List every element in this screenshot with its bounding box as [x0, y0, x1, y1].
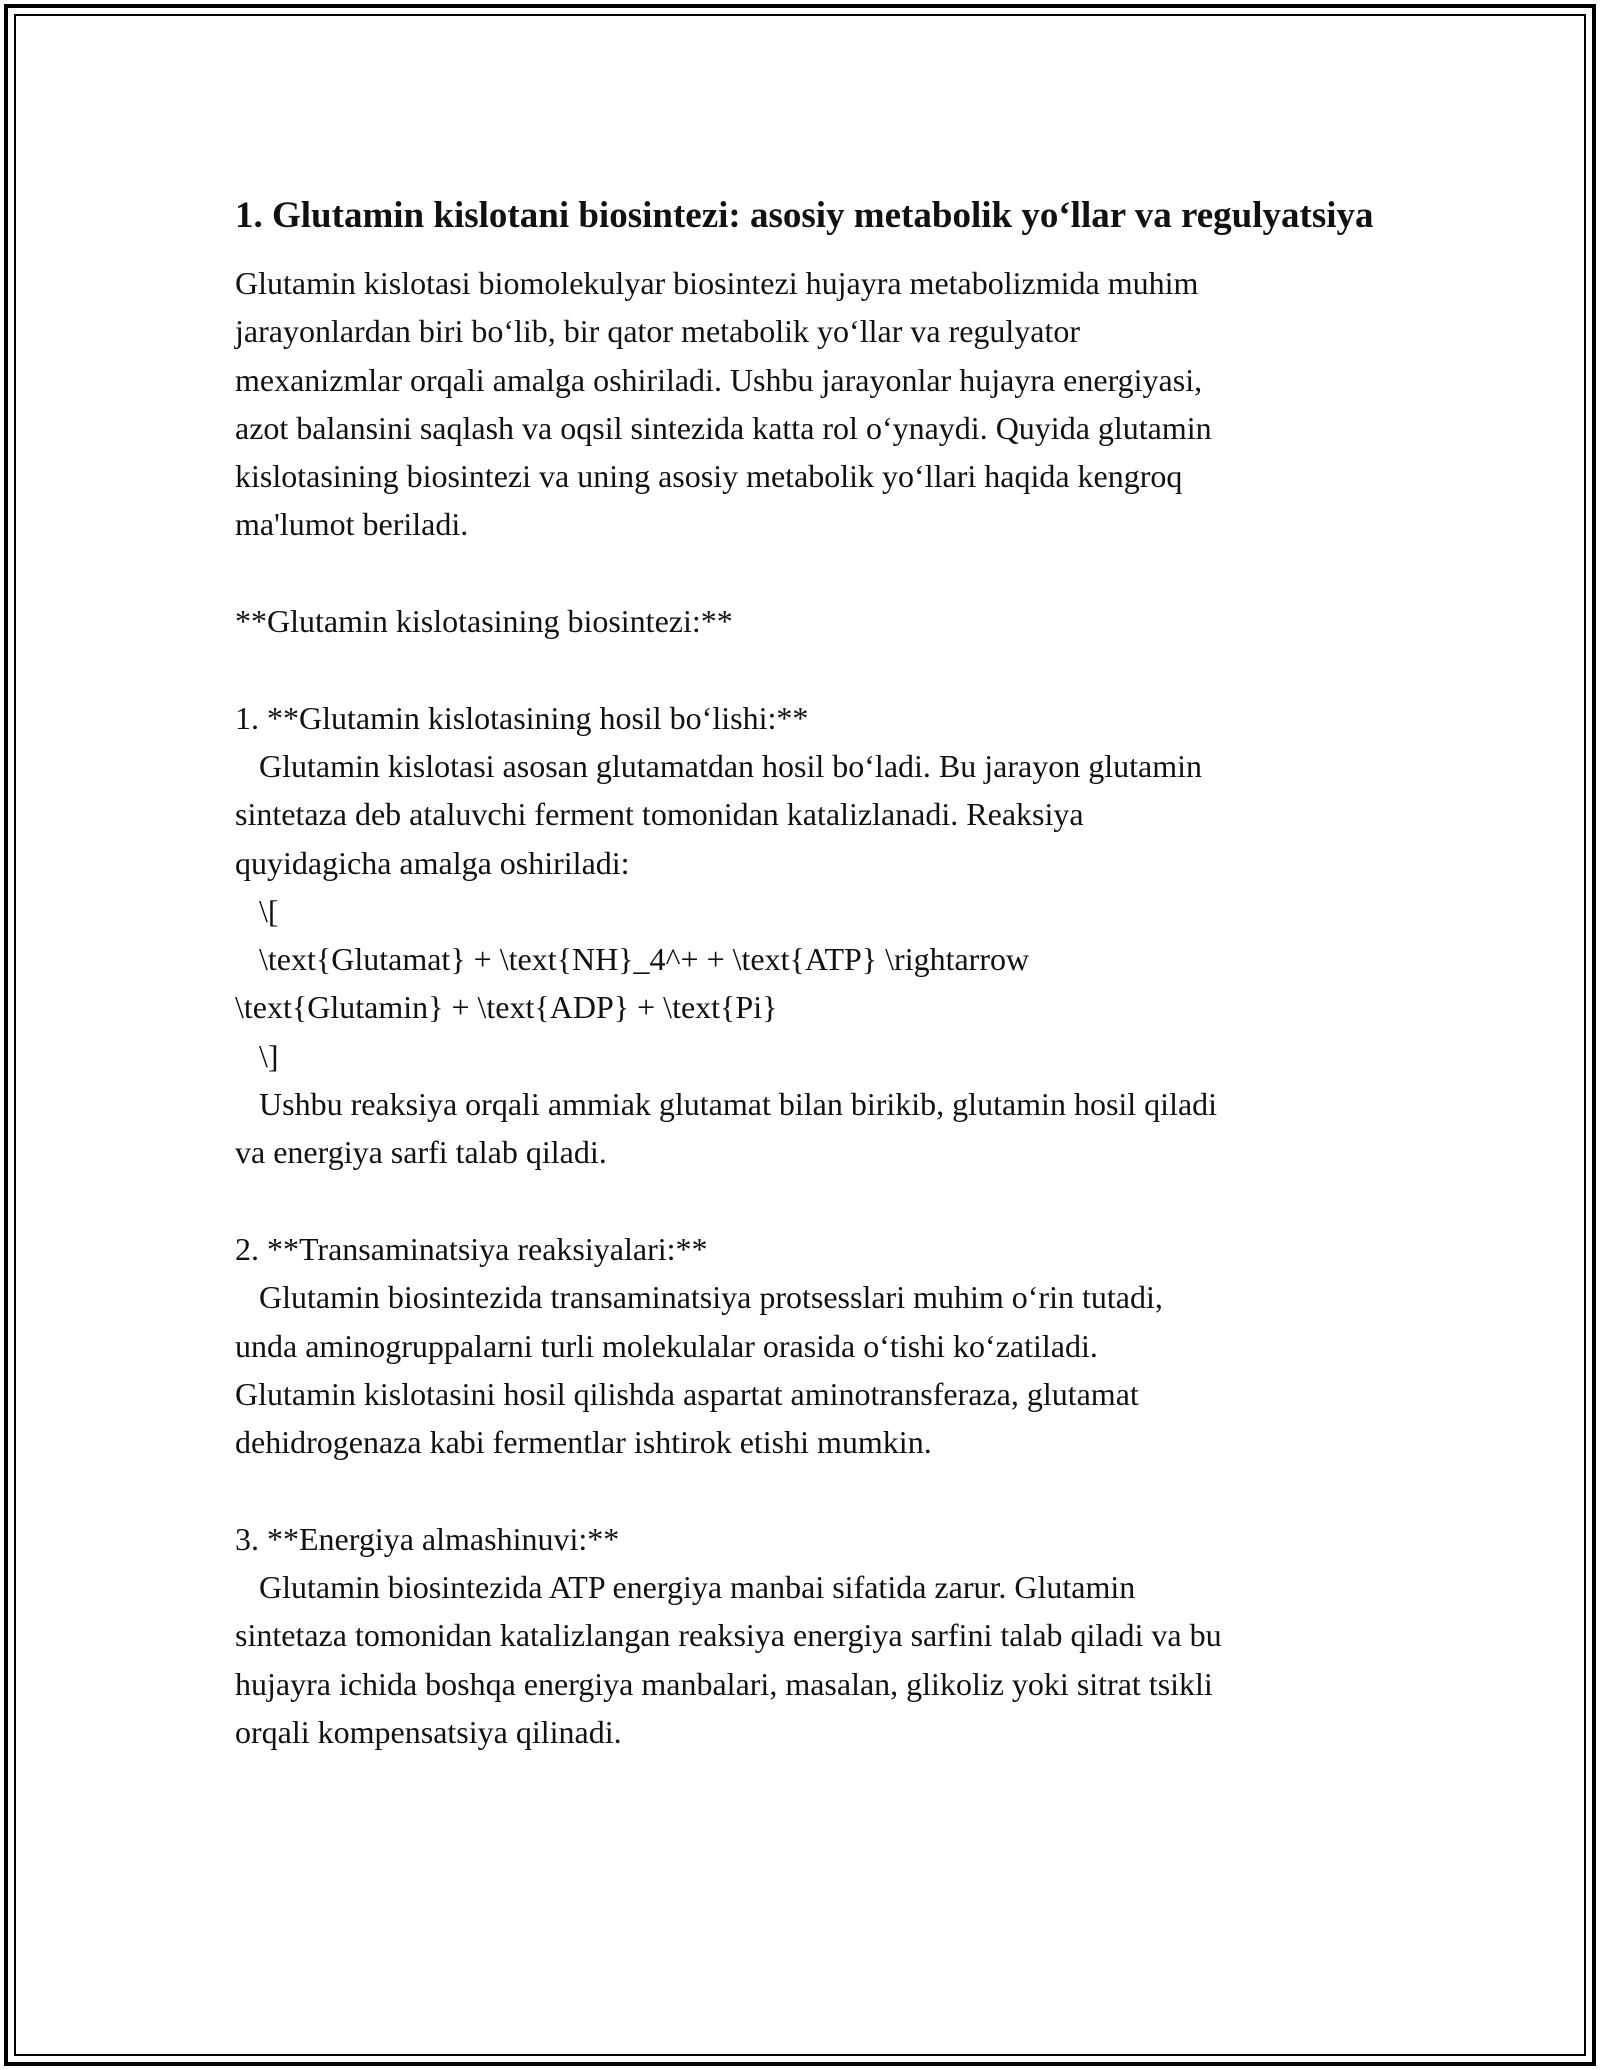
document-body	[235, 188, 1385, 1756]
list-item-transamination: 2. **Transaminatsiya reaksiyalari:** Glutamin biosintezida transaminatsiya protsesslari muhim o‘rin tutadi, unda aminogruppalarni turli molekulalar orasida o‘tishi ko‘zatiladi. Glutamin kislotasini hosil qilishda aspartat aminotransferaza, glutamat dehidrogenaza kabi fermentlar ishtirok etishi mumkin.	[235, 1230, 1163, 1461]
section-heading: 1. Glutamin kislotani biosintezi: asosiy metabolik yo‘llar va regulyatsiya	[235, 195, 1374, 236]
spacer	[235, 1466, 1385, 1514]
subheading-paragraph: **Glutamin kislotasining biosintezi:**	[235, 603, 733, 640]
list-item-energy-exchange: 3. **Energiya almashinuvi:** Glutamin biosintezida ATP energiya manbai sifatida zarur. Glutamin sintetaza tomonidan katalizlangan reaksiya energiya sarfini talab qiladi va bu hujayra ichida boshqa energiya manbalari, masalan, glikoliz yoki sitrat tsikli orqali kompensatsiya qilinadi.	[235, 1520, 1222, 1750]
list-item-glutamine-formation: 1. **Glutamin kislotasining hosil bo‘lishi:** Glutamin kislotasi asosan glutamatdan hosil bo‘ladi. Bu jarayon glutamin sintetaza deb ataluvchi ferment tomonidan katalizlanadi. Reaksiya quyidagicha amalga oshiriladi: \[ \text{Glutamat} + \text{NH}_4^+ + \text{ATP} \rightarrow \text{Glutamin} + \text{ADP} + \text{Pi} \] Ushbu reaksiya orqali ammiak glutamat bilan birikib, glutamin hosil qiladi va energiya sarfi talab qiladi.	[235, 699, 1218, 1171]
spacer	[235, 549, 1385, 597]
spacer	[235, 645, 1385, 693]
spacer	[235, 1177, 1385, 1225]
intro-paragraph: Glutamin kislotasi biomolekulyar biosintezi hujayra metabolizmida muhim jarayonlardan biri bo‘lib, bir qator metabolik yo‘llar va regulyator mexanizmlar orqali amalga oshiriladi. Ushbu jarayonlar hujayra energiyasi, azot balansini saqlash va oqsil sintezida katta rol o‘ynaydi. Quyida glutamin kislotasining biosintezi va uning asosiy metabolik yo‘llari haqida kengroq ma'lumot beriladi.	[235, 265, 1212, 543]
